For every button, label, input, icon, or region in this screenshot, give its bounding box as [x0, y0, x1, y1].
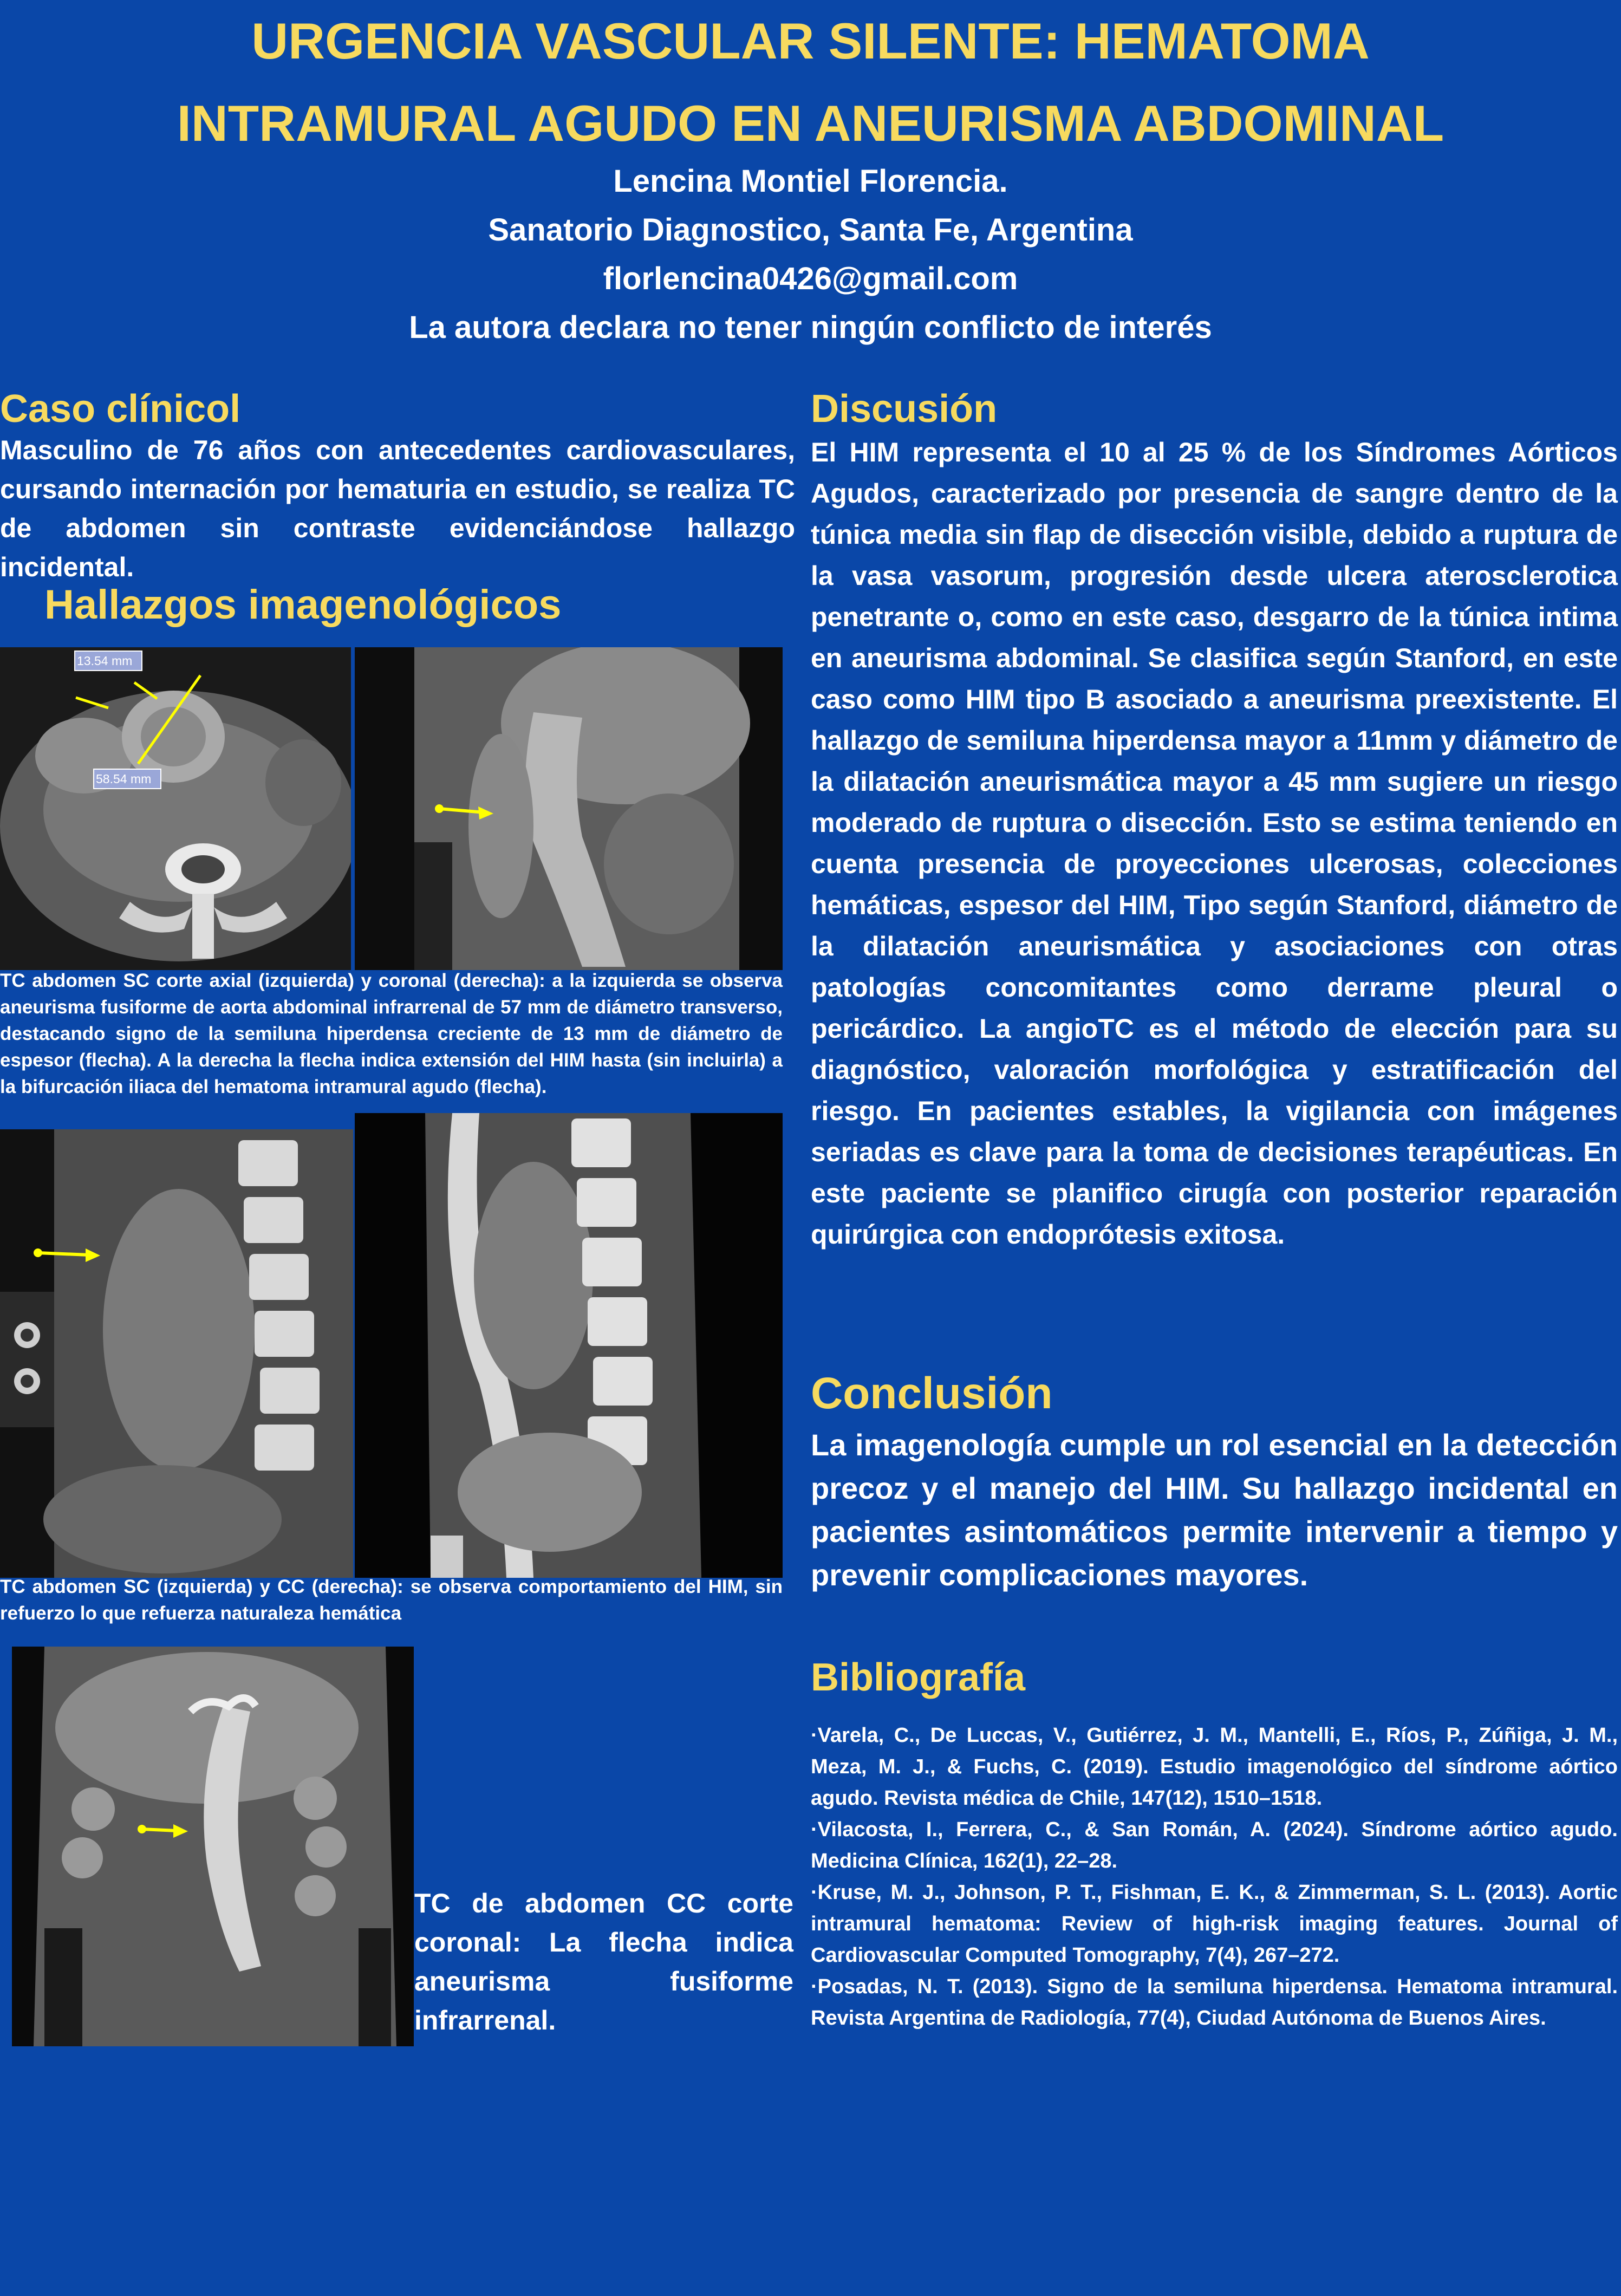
reference-item: ·Kruse, M. J., Johnson, P. T., Fishman, E. K., & Zimmerman, S. L. (2013). Aortic intramural hematoma: Review of high-risk imaging features. Journal of Cardiovascular Computed Tomography, 7(4), 267–272.	[811, 1881, 1618, 1967]
author-block	[0, 157, 1621, 352]
caption-2: TC abdomen SC (izquierda) y CC (derecha): se observa comportamiento del HIM, sin refuerzo lo que refuerza naturaleza hemática	[0, 1576, 783, 1624]
measure-label-2: 58.54 mm	[96, 772, 152, 786]
discusion-heading: Discusión	[811, 387, 998, 431]
caso-heading: Caso clínicol	[0, 387, 241, 431]
caption-1: TC abdomen SC corte axial (izquierda) y coronal (derecha): a la izquierda se observa aneurisma fusiforme de aorta abdominal infrarrenal de 57 mm de diámetro transverso, destacando signo de la semiluna hiperdensa creciente de 13 mm de diámetro de espesor (flecha). A la derecha la flecha indica extensión del HIM hasta (sin incluirla) a la bifurcación iliaca del hematoma intramural agudo (flecha).	[0, 970, 783, 1097]
discusion-text: El HIM representa el 10 al 25 % de los Síndromes Aórticos Agudos, caracterizado por presencia de sangre dentro de la túnica media sin flap de disección visible, debido a ruptura de la vasa vasorum, progresión desde ulcera aterosclerotica penetrante o, como en este caso, desgarro de la túnica intima en aneurisma abdominal. Se clasifica según Stanford, en este caso como HIM tipo B asociado a aneurisma preexistente. El hallazgo de semiluna hiperdensa mayor a 11mm y diámetro de la dilatación aneurismática mayor a 45 mm sugiere un riesgo moderado de ruptura o disección. Esto se estima teniendo en cuenta presencia de proyecciones ulcerosas, colecciones hemáticas, espesor del HIM, Tipo según Stanford, diámetro de la dilatación aneurismática y asociaciones con otras patologías concomitantes como derrame pleural o pericárdico. La angioTC es el método de elección para su diagnóstico, valoración morfológica y estratificación del riesgo. En pacientes estables, la vigilancia con imágenes seriadas es clave para la toma de decisiones terapéuticas. En este paciente se planifico cirugía con posterior reparación quirúrgica con endoprótesis exitosa.	[811, 437, 1618, 1250]
ct-coronal-contrast-image	[12, 1647, 414, 2046]
conclusion-text: La imagenología cumple un rol esencial en la detección precoz y el manejo del HIM. Su hallazgo incidental en pacientes asintomáticos permite intervenir a tiempo y prevenir complicaciones mayores.	[811, 1428, 1618, 1592]
reference-item: ·Varela, C., De Luccas, V., Gutiérrez, J. M., Mantelli, E., Ríos, P., Zúñiga, J. M., Meza, M. J., & Fuchs, C. (2019). Estudio imagenológico del síndrome aórtico agudo. Revista médica de Chile, 147(12), 1510–1518.	[811, 1724, 1618, 1810]
ct-sagittal-noncontrast-image	[0, 1129, 353, 1578]
author-email: florlencina0426@gmail.com	[603, 261, 1018, 296]
bibliografia-heading: Bibliografía	[811, 1656, 1026, 1699]
conflict-statement: La autora declara no tener ningún conflicto de interés	[409, 310, 1212, 345]
reference-item: ·Posadas, N. T. (2013). Signo de la semiluna hiperdensa. Hematoma intramural. Revista Argentina de Radiología, 77(4), Ciudad Autónoma de Buenos Aires.	[811, 1975, 1618, 2030]
ct-axial-image	[0, 647, 351, 970]
caso-text: Masculino de 76 años con antecedentes cardiovasculares, cursando internación por hematuria en estudio, se realiza TC de abdomen sin contraste evidenciándose hallazgo incidental.	[0, 435, 795, 582]
title-line-1: URGENCIA VASCULAR SILENTE: HEMATOMA	[251, 12, 1370, 69]
institution: Sanatorio Diagnostico, Santa Fe, Argentina	[488, 212, 1133, 248]
title-line-2: INTRAMURAL AGUDO EN ANEURISMA ABDOMINAL	[177, 95, 1444, 152]
ct-coronal-image	[355, 647, 783, 970]
ct-sagittal-contrast-image	[355, 1113, 783, 1578]
reference-item: ·Vilacosta, I., Ferrera, C., & San Román, A. (2024). Síndrome aórtico agudo. Medicina Clínica, 162(1), 22–28.	[811, 1818, 1618, 1872]
poster-title	[0, 0, 1621, 165]
caption-3: TC de abdomen CC corte coronal: La flecha indica aneurisma fusiforme infrarrenal.	[414, 1888, 793, 2035]
hallazgos-heading: Hallazgos imagenológicos	[44, 582, 562, 628]
conclusion-heading: Conclusión	[811, 1369, 1053, 1418]
measure-label-1: 13.54 mm	[77, 654, 133, 668]
bibliografia-list	[811, 1720, 1618, 2034]
author-name: Lencina Montiel Florencia.	[613, 164, 1008, 199]
